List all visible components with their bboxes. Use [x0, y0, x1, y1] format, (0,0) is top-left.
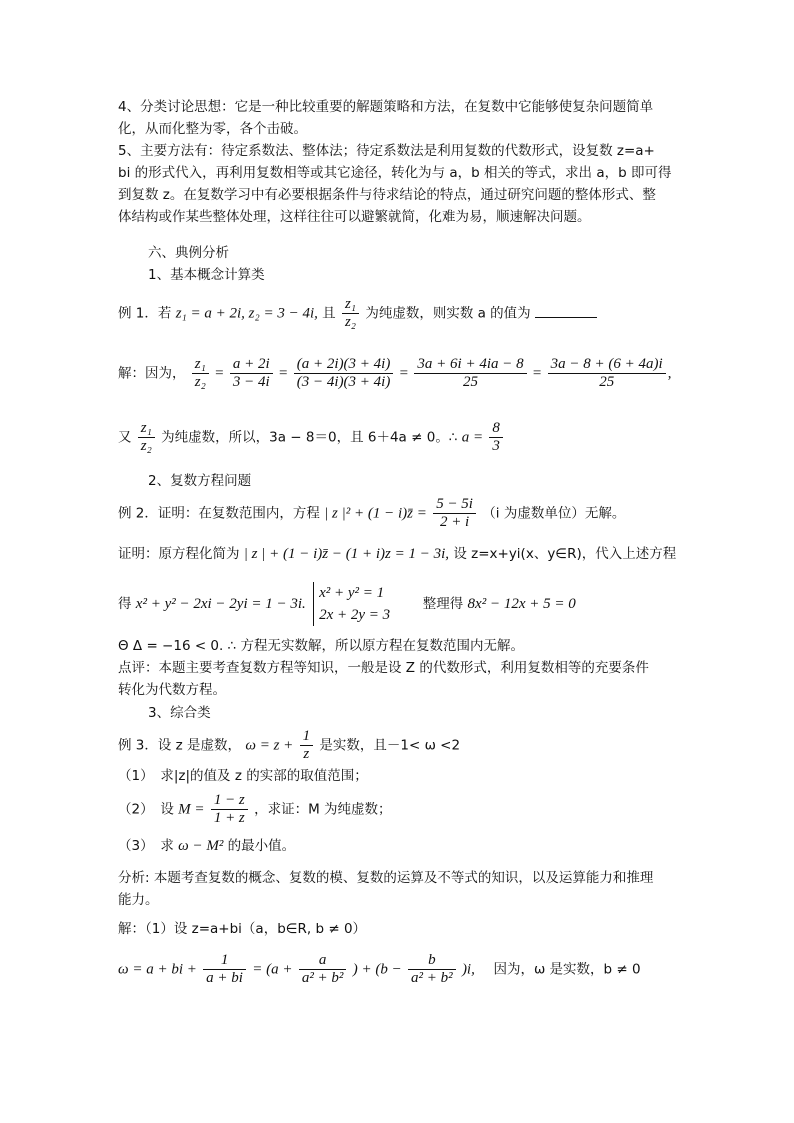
omega-fraction-2 [299, 952, 347, 987]
fraction-numerator: (a + 2i)(3 + 4i) [294, 356, 394, 374]
question-2-label: （2） 设 [118, 801, 174, 818]
fraction-denominator: 3 − 4i [232, 374, 270, 390]
analysis-line2: 能力。 [118, 892, 159, 908]
para-5-line3: 到复数 z。在复数学习中有必要根据条件与待求结论的特点，通过研究问题的整体形式、整 [118, 187, 656, 203]
solution-1-conclusion [118, 420, 505, 455]
fraction-denominator: z₂ [344, 314, 357, 330]
fraction-denominator: (3 − 4i)(3 + 4i) [296, 374, 391, 390]
answer-variable: a = [461, 429, 484, 446]
example-2-fraction [433, 496, 476, 531]
answer-fraction [489, 420, 503, 455]
example-1-question: 为纯虚数，则实数 a 的值为 [365, 305, 531, 322]
example-1-fraction [342, 296, 359, 331]
question-3-text: 的最小值。 [227, 838, 296, 854]
fraction-1 [192, 356, 209, 391]
omega-conclusion: 因为，ω 是实数，b ≠ 0 [493, 961, 641, 978]
fraction-4 [414, 356, 526, 391]
solution-1-label: 解：因为， [118, 365, 186, 382]
fraction-denominator: 25 [463, 374, 478, 390]
delta-line: Θ Δ = −16 < 0. ∴ 方程无实数解，所以原方程在复数范围内无解。 [118, 638, 524, 654]
para-4-line1: 4、分类讨论思想：它是一种比较重要的解题策略和方法，在复数中它能够使复杂问题简单 [118, 99, 654, 115]
text-prefix: 又 [118, 429, 132, 446]
example-3-fraction [300, 728, 314, 763]
omega-fraction-1 [203, 952, 246, 987]
example-3-label: 例 3．设 z 是虚数， [118, 737, 242, 754]
para-5-line2: bi 的形式代入，再利用复数相等或其它途径，转化为与 a，b 相关的等式，求出 a，b 即可得 [118, 165, 672, 181]
example-3-math: ω = z + [245, 737, 294, 754]
proof-text: 设 z=x+yi(x、y∈R)，代入上述方程 [453, 546, 677, 562]
example-2-label: 例 2．证明：在复数范围内，方程 [118, 505, 320, 522]
fraction-numerator: 1 [203, 952, 246, 970]
para-4-line2: 化，从而化整为零，各个击破。 [118, 121, 307, 137]
quadratic-equation: 8x² − 12x + 5 = 0 [467, 596, 576, 612]
para-5-line4: 体结构或作某些整体处理，这样往往可以避繁就简，化难为易，顺速解决问题。 [118, 209, 591, 225]
omega-math-4: )i, [461, 961, 475, 978]
para-5-line1: 5、主要方法有：待定系数法、整体法；待定系数法是利用复数的代数形式，设复数 z=a+ [118, 143, 655, 159]
question-2-fraction [211, 792, 248, 827]
question-2-text: ，求证：M 为纯虚数； [254, 801, 392, 818]
subsection-3: 3、综合类 [148, 705, 211, 721]
fraction-numerator: a [299, 952, 347, 970]
example-2 [118, 496, 625, 531]
fraction-numerator: 1 [300, 728, 314, 746]
omega-math-3: ) + (b − [352, 961, 402, 978]
example-2-math: | z |² + (1 − i)z̄ = [324, 505, 427, 522]
analysis-line1: 分析: 本题考查复数的概念、复数的模、复数的运算及不等式的知识，以及运算能力和推理 [118, 870, 654, 886]
fraction-denominator: 3 [492, 438, 500, 454]
get-label: 得 [118, 596, 132, 612]
subsection-2: 2、复数方程问题 [148, 473, 252, 489]
fraction-denominator: z₂ [140, 438, 152, 454]
fraction-denominator: z [303, 746, 310, 762]
example-1-math: z₁ = a + 2i, z₂ = 3 − 4i, [175, 305, 318, 322]
answer-blank [535, 305, 597, 318]
fraction-numerator: 1 − z [211, 792, 248, 810]
fraction-denominator: 2 + i [439, 514, 470, 530]
fraction-3 [294, 356, 394, 391]
question-2 [118, 792, 392, 827]
fraction-numerator: 3a − 8 + (6 + 4a)i [548, 356, 666, 374]
fraction-numerator: z₁ [342, 296, 359, 314]
question-1: （1） 求|z|的值及 z 的实部的取值范围； [118, 768, 368, 784]
example-3-condition: 是实数，且－1< ω <2 [319, 737, 461, 754]
fraction-numerator: 3a + 6i + 4ia − 8 [414, 356, 526, 374]
fraction-numerator: z₁ [138, 420, 155, 438]
fraction-denominator: a² + b² [411, 970, 453, 986]
fraction-2 [230, 356, 273, 391]
fraction-z1-z2 [138, 420, 155, 455]
example-1 [118, 296, 597, 331]
system-equation-1: x² + y² = 1 [319, 585, 385, 601]
conclusion-text: 为纯虚数，所以，3a − 8＝0，且 6＋4a ≠ 0。∴ [161, 429, 458, 446]
fraction-numerator: 8 [489, 420, 503, 438]
solution-3-line: 解：（1）设 z=a+bi（a，b∈R, b ≠ 0） [118, 921, 367, 937]
get-math: x² + y² − 2xi − 2yi = 1 − 3i. [135, 596, 306, 612]
proof-math: | z | + (1 − i)z̄ − (1 + i)z = 1 − 3i, [243, 546, 450, 562]
fraction-numerator: z₁ [192, 356, 209, 374]
example-2-note: （i 为虚数单位）无解。 [482, 505, 626, 522]
question-3-math: ω − M² [178, 838, 224, 854]
solution-1-equation: 解：因为， $\frac{\text{z₁}}{\text{z₂}}$ = $\frac{a + 2i}{3 - 4i}$ = $\frac{(a + 2i)(3 + 4i)}{(3 - 4i)(3 + 4i)}$ = $\frac{3a + 6i + 4ia - 8}{25}$ = $\frac{3a - 8 + (6 + 4a)i}{25}$ , [118, 356, 672, 390]
fraction-numerator: 5 − 5i [433, 496, 476, 514]
question-2-math: M = [178, 801, 205, 818]
system-line [118, 582, 576, 626]
comment-line2: 转化为代数方程。 [118, 682, 226, 698]
fraction-denominator: 25 [599, 374, 615, 390]
equation-system [313, 582, 390, 626]
fraction-5 [548, 356, 666, 391]
comment-line1: 点评：本题主要考查复数方程等知识，一般是设 Z 的代数形式，利用复数相等的充要条件 [118, 660, 649, 676]
fraction-numerator: b [408, 952, 456, 970]
fraction-denominator: z₂ [194, 374, 206, 390]
omega-fraction-3 [408, 952, 456, 987]
question-3 [118, 837, 295, 855]
omega-math-1: ω = a + bi + [118, 961, 197, 978]
fraction-numerator: a + 2i [230, 356, 273, 374]
subsection-1: 1、基本概念计算类 [148, 267, 265, 283]
example-1-mid: 且 [322, 305, 336, 322]
fraction-denominator: a + bi [206, 970, 243, 986]
omega-math-2: = (a + [252, 961, 293, 978]
section-heading-6: 六、典例分析 [148, 245, 229, 261]
fraction-denominator: 1 + z [213, 810, 245, 826]
fraction-denominator: a² + b² [301, 970, 344, 986]
proof-line [118, 545, 676, 563]
example-3 [118, 728, 460, 763]
example-1-label: 例 1．若 [118, 305, 172, 322]
question-3-label: （3） 求 [118, 838, 174, 854]
proof-label: 证明：原方程化简为 [118, 546, 240, 562]
omega-expansion [118, 952, 641, 987]
simplify-label: 整理得 [422, 596, 464, 612]
system-equation-2: 2x + 2y = 3 [319, 607, 391, 623]
